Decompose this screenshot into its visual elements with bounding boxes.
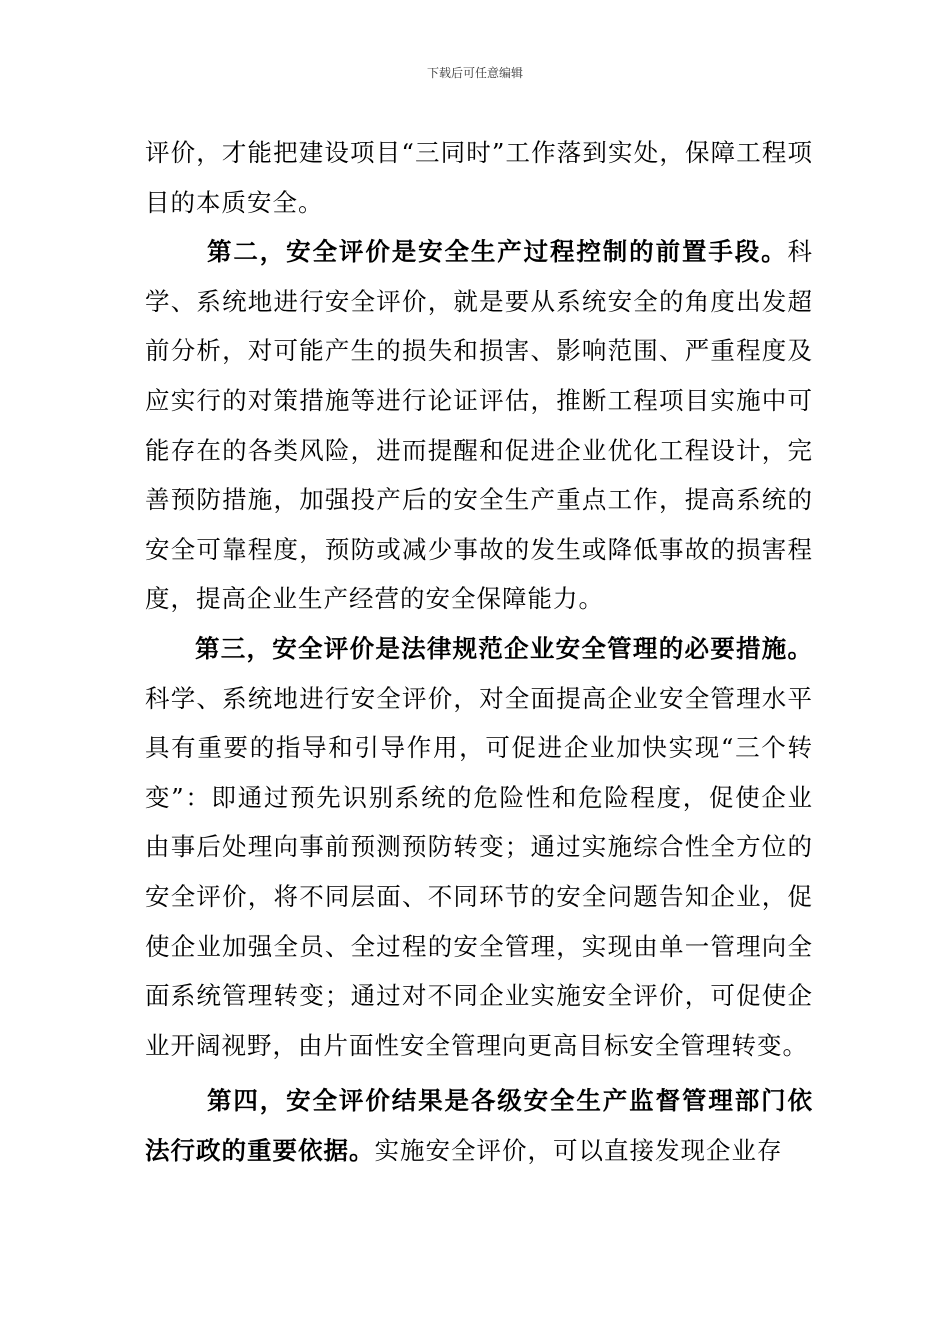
paragraph-text: 科学、系统地进行安全评价，就是要从系统安全的角度出发超前分析，对可能产生的损失和损害、影响范围、严重程度及应实行的对策措施等进行论证评估，推断工程项目实施中可能存在的各类风险，进而提醒和促进企业优化工程设计，完善预防措施，加强投产后的安全生产重点工作，提高系统的安全可靠程度，预防或减少事故的发生或降低事故的损害程度，提高企业生产经营的安全保障能力。	[145, 237, 813, 614]
page-header: 下载后可任意编辑	[426, 66, 523, 80]
paragraph-heading: 第四，安全评价结果是各级安全生产监督管理部门依法行政的重要依据。	[145, 1086, 813, 1165]
paragraph-heading: 第二，安全评价是安全生产过程控制的前置手段。	[207, 237, 788, 267]
paragraph-text: 实施安全评价，可以直接发现企业存	[374, 1135, 783, 1165]
paragraph-continuation	[145, 128, 813, 227]
paragraph-text: 评价，才能把建设项目“三同时”工作落到实处，保障工程项目的本质安全。	[145, 138, 813, 217]
paragraph-fourth	[145, 1076, 813, 1175]
document-body	[145, 128, 813, 1175]
paragraph-second	[145, 227, 813, 624]
paragraph-heading: 第三，安全评价是法律规范企业安全管理的必要措施。	[195, 633, 813, 663]
paragraph-third	[145, 624, 813, 1070]
paragraph-text: 科学、系统地进行安全评价，对全面提高企业安全管理水平具有重要的指导和引导作用，可促进企业加快实现“三个转变”：即通过预先识别系统的危险性和危险程度，促使企业由事后处理向事前预测预防转变；通过实施综合性全方位的安全评价，将不同层面、不同环节的安全问题告知企业，促使企业加强全员、全过程的安全管理，实现由单一管理向全面系统管理转变；通过对不同企业实施安全评价，可促使企业开阔视野，由片面性安全管理向更高目标安全管理转变。	[145, 683, 813, 1060]
